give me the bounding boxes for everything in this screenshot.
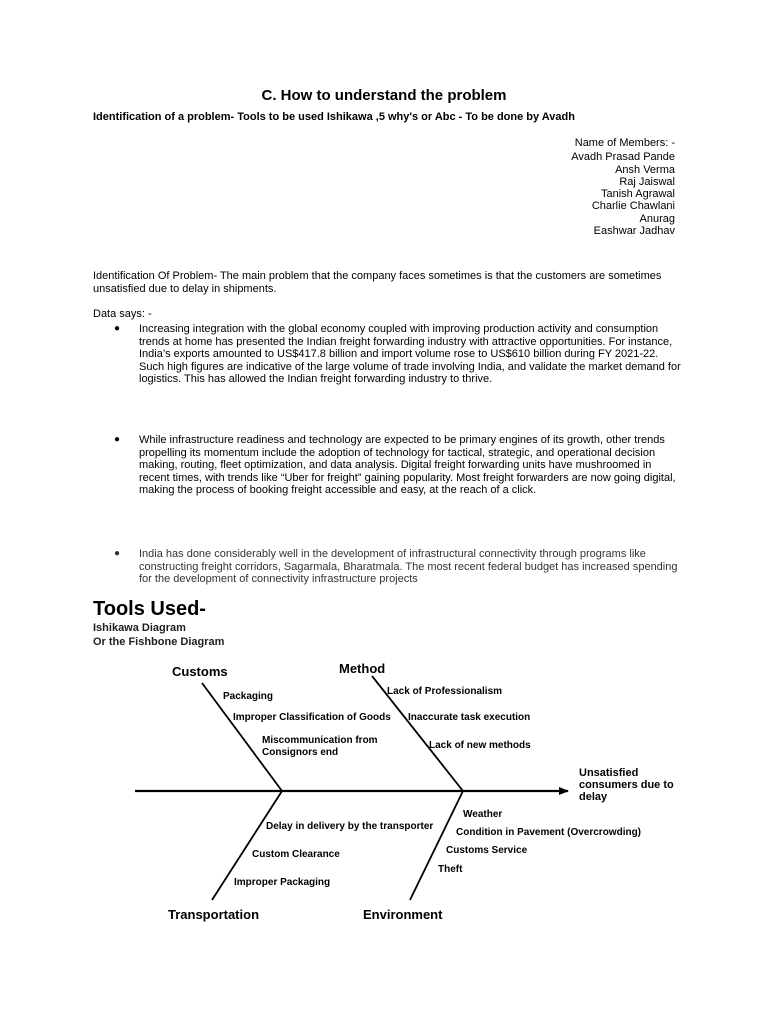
problem-identification: Identification Of Problem- The main problem that the company faces sometimes is that the customers are sometimes unsatisfied due to delay in shipments. — [93, 270, 662, 295]
data-says-label: Data says: - — [93, 308, 152, 320]
tools-title: Tools Used- — [93, 598, 206, 620]
category-transportation: Transportation — [168, 907, 260, 922]
category-environment: Environment — [363, 907, 443, 922]
member-name: Avadh Prasad Pande — [571, 151, 675, 164]
cause-label: Inaccurate task execution — [408, 712, 531, 723]
cause-label: Theft — [438, 864, 463, 875]
bullet-dot: ● — [114, 548, 121, 559]
cause-label: Packaging — [223, 691, 274, 702]
category-customs: Customs — [172, 664, 228, 679]
effect-label: Unsatisfied — [579, 767, 639, 779]
bullet-text: Increasing integration with the global economy coupled with improving production activity and consumption trends at home has presented the Indian freight forwarding industry with attractive opportunities. For instance, India’s exports amounted to US$417.8 billion and import volume rose to US$610 billion during FY 2021-22. Such high figures are indicative of the large volume of trade involving India, and validate the market demand for logistics. This has allowed the Indian freight forwarding industry to thrive. — [139, 323, 681, 385]
cause-label: Consignors end — [262, 747, 339, 758]
bullet-dot: ● — [114, 434, 121, 445]
effect-label: delay — [579, 791, 608, 803]
bullet-dot: ● — [114, 323, 121, 334]
member-name: Anurag — [639, 212, 675, 225]
section-subheading: Identification of a problem- Tools to be used Ishikawa ,5 why's or Abc - To be done by Avadh — [93, 111, 575, 123]
tools-subtitle-line: Ishikawa Diagram — [93, 622, 186, 634]
cause-label: Lack of new methods — [429, 740, 531, 751]
member-name: Raj Jaiswal — [619, 175, 675, 188]
tools-subtitle-line: Or the Fishbone Diagram — [93, 636, 225, 648]
cause-label: Improper Classification of Goods — [233, 712, 391, 723]
member-name: Tanish Agrawal — [601, 188, 675, 201]
effect-label: consumers due to — [579, 779, 674, 791]
bullet-text: While infrastructure readiness and technology are expected to be primary engines of its growth, other trends propelling its momentum include the adoption of technology for tactical, strategic, and operational decision making, routing, fleet optimization, and data analysis. Digital freight forwarding units have mushroomed in recent times, with trends like “Uber for freight” gaining popularity. Most freight forwarders are now going digital, making the process of booking freight accessible and easy, at the reach of a click. — [139, 434, 676, 496]
cause-label: Improper Packaging — [234, 877, 331, 888]
cause-label: Customs Service — [446, 845, 528, 856]
category-method: Method — [339, 661, 386, 676]
cause-label: Lack of Professionalism — [387, 686, 503, 697]
section-heading: C. How to understand the problem — [261, 87, 507, 104]
cause-label: Delay in delivery by the transporter — [266, 821, 434, 832]
cause-label: Condition in Pavement (Overcrowding) — [456, 827, 642, 838]
cause-label: Custom Clearance — [252, 849, 340, 860]
cause-label: Weather — [463, 809, 503, 820]
members-label: Name of Members: - — [574, 137, 675, 149]
bullet-text: India has done considerably well in the development of infrastructural connectivity through programs like constructing freight corridors, Sagarmala, Bharatmala. The most recent federal budget has increased spending for the development of connectivity infrastructure projects — [139, 548, 678, 585]
cause-label: Miscommunication from — [262, 735, 378, 746]
member-name: Eashwar Jadhav — [593, 225, 675, 238]
member-name: Ansh Verma — [615, 163, 675, 176]
member-name: Charlie Chawlani — [591, 200, 675, 213]
